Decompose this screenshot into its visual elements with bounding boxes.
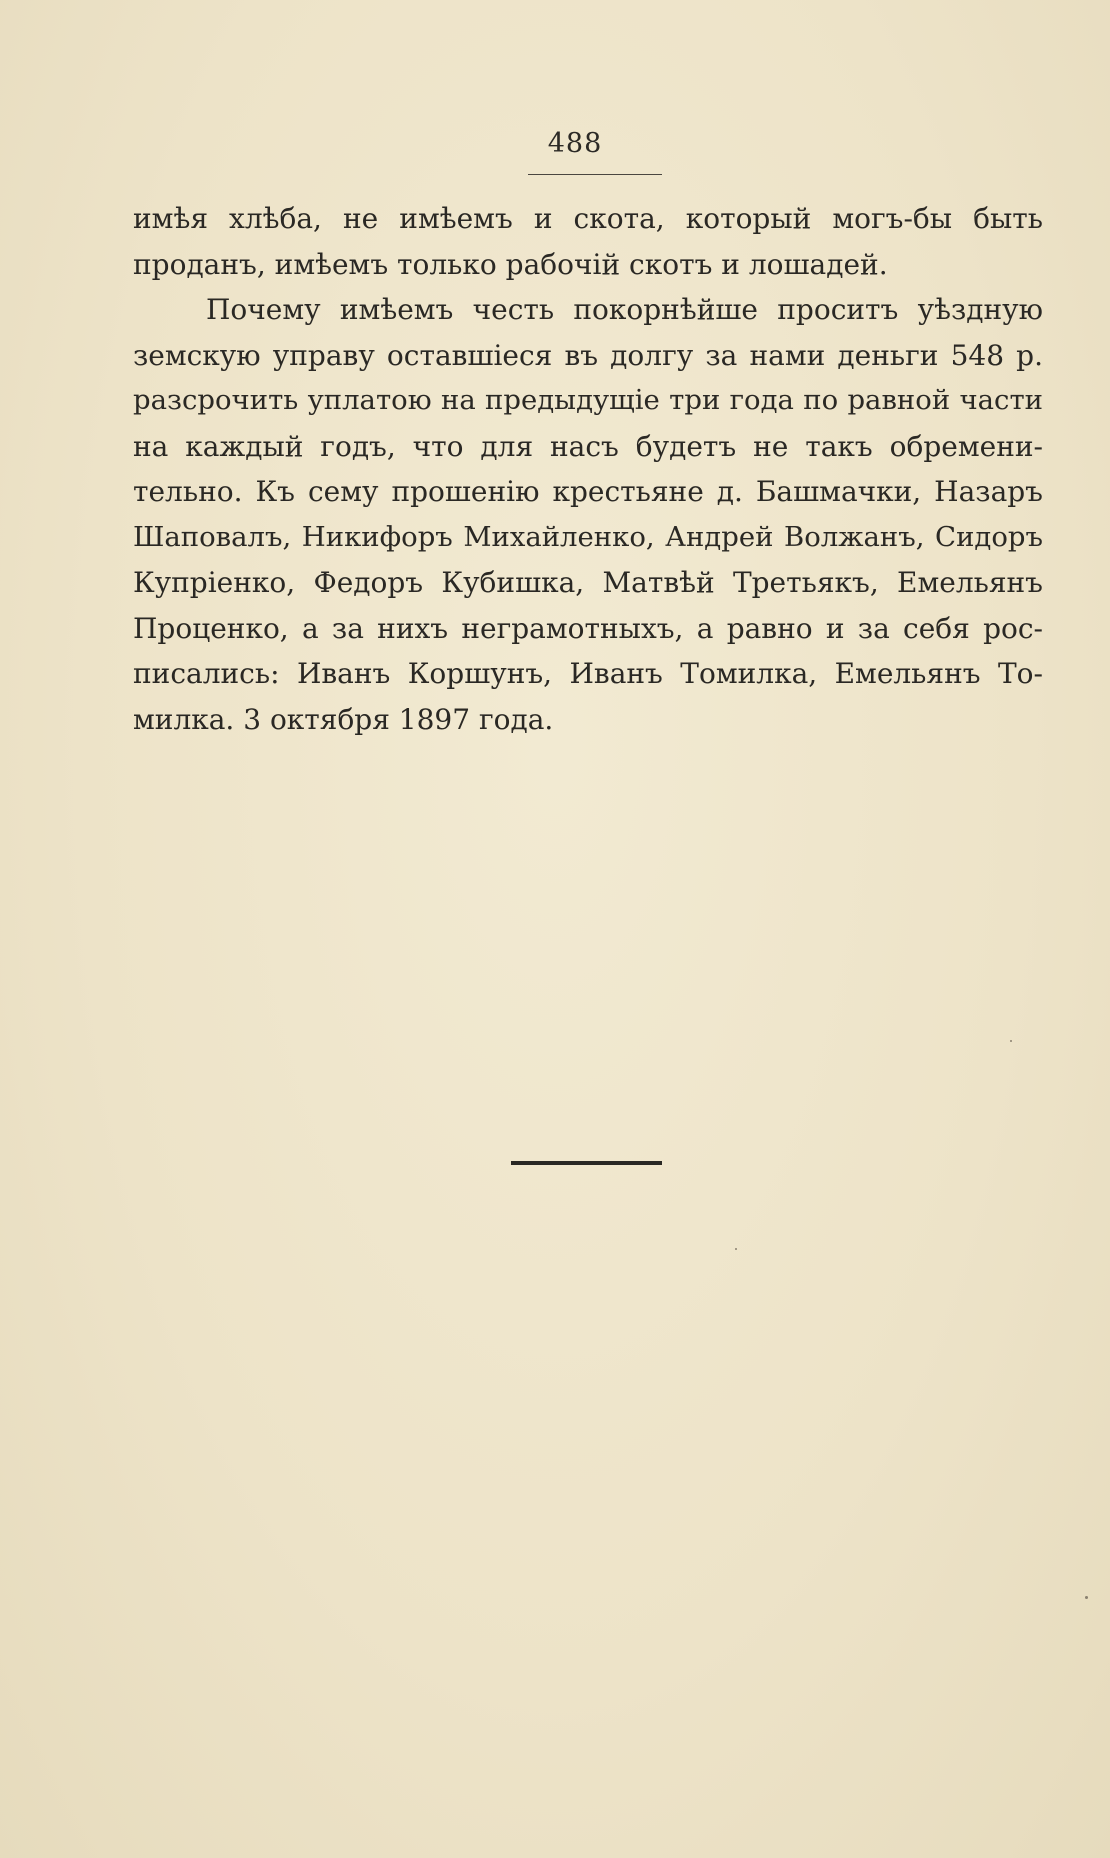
- text-line: имѣя хлѣба, не имѣемъ и скота, который могъ-бы быть: [133, 202, 1043, 235]
- text-line: милка. 3 октября 1897 года.: [133, 702, 554, 736]
- paper-speck: [735, 1248, 737, 1250]
- text-line: проданъ, имѣемъ только рабочій скотъ и лошадей.: [133, 247, 888, 281]
- paper-speck: [1010, 1040, 1012, 1042]
- end-rule: [511, 1161, 662, 1165]
- text-line: Проценко, а за нихъ неграмотныхъ, а равно и за себя рос-: [133, 611, 1043, 645]
- text-line: писались: Иванъ Коршунъ, Иванъ Томилка, Емельянъ То-: [133, 657, 1043, 690]
- text-line: разсрочить уплатою на предыдущіе три года по равной части: [133, 384, 1043, 416]
- paragraph-first-line: Почему имѣемъ честь покорнѣйше проситъ уѣздную: [206, 293, 1043, 326]
- text-line: тельно. Къ сему прошенію крестьяне д. Башмачки, Назаръ: [133, 475, 1043, 508]
- text-line: на каждый годъ, что для насъ будетъ не такъ обремени-: [133, 429, 1043, 463]
- text-line: Шаповалъ, Никифоръ Михайленко, Андрей Волжанъ, Сидоръ: [133, 520, 1043, 553]
- text-line: Купріенко, Федоръ Кубишка, Матвѣй Третьякъ, Емельянъ: [133, 566, 1043, 599]
- page-number: 488: [547, 128, 603, 159]
- header-rule: [528, 174, 662, 175]
- paper-speck: [1085, 1596, 1088, 1599]
- body-text: [133, 196, 1043, 742]
- text-line: земскую управу оставшіеся въ долгу за нами деньги 548 р.: [133, 338, 1043, 372]
